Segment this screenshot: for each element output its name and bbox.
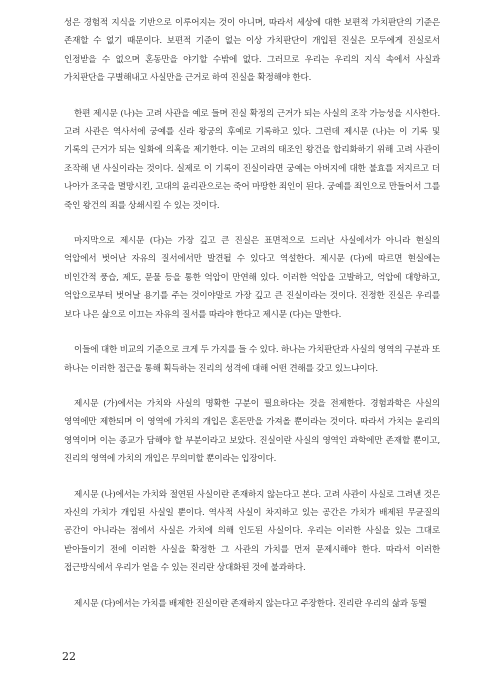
body-text (64, 14, 440, 613)
page-number: 22 (62, 650, 76, 663)
paragraph-4: 이들에 대한 비교의 기준으로 크게 두 가지를 들 수 있다. 하나는 가치판단과 사실의 영역의 구분과 또 하나는 이러한 접근을 통해 획득하는 진리의 성격에 대해 어떤 견해를 갖고 있느냐이다. (64, 345, 440, 374)
paragraph-2: 한편 제시문 (나)는 고려 사관을 예로 들며 진실 확정의 근거가 되는 사실의 조작 가능성을 시사한다. 고려 사관은 역사서에 궁예를 신라 왕궁의 후예로 기록하고 있다. 그런데 제시문 (나)는 이 기록 및 기록의 근거가 되는 일화에 의혹을 제기한다. 이는 고려의 태조인 왕건을 합리화하기 위해 고려 사관이 조작해 낸 사실이라는 것이다. 실제로 이 기록이 진실이라면 궁예는 아버지에 대한 불효를 저지르고 더 나아가 조국을 멸망시킨, 고대의 윤리관으로는 죽어 마땅한 죄인이 된다. 궁예를 죄인으로 만들어서 그를 죽인 왕건의 죄를 상쇄시킬 수 있는 것이다. (64, 108, 440, 211)
paragraph-6: 제시문 (나)에서는 가치와 절연된 사실이란 존재하지 않는다고 본다. 고려 사관이 사실로 그려낸 것은 자신의 가치가 개입된 사실일 뿐이다. 역사적 사실이 차지하고 있는 공간은 가치가 배제된 무균질의 공간이 아니라는 점에서 사실은 가치에 의해 인도된 사실이다. 우리는 이러한 사실을 있는 그대로 받아들이기 전에 이러한 사실을 확정한 그 사관의 가치를 먼저 문제시해야 한다. 따라서 이러한 접근방식에서 우리가 얻을 수 있는 진리란 상대화된 것에 불과하다. (64, 489, 440, 574)
paragraph-3: 마지막으로 제시문 (다)는 가장 깊고 큰 진실은 표면적으로 드러난 사실에서가 아니라 현실의 억압에서 벗어난 자유의 질서에서만 발견될 수 있다고 역설한다. 제시문 (다)에 따르면 현실에는 비인간적 풍습, 제도, 문물 등을 통한 억압이 만연해 있다. 이러한 억압을 고발하고, 억압에 대항하고, 억압으로부터 벗어날 용기를 주는 것이야말로 가장 깊고 큰 진실이라는 것이다. 진정한 진실은 우리를 보다 나은 삶으로 이끄는 자유의 질서를 따라야 한다고 제시문 (다)는 말한다. (64, 236, 441, 320)
paragraph-1: 성은 경험적 지식을 기반으로 이루어지는 것이 아니며, 따라서 세상에 대한 보편적 가치판단의 기준은 존재할 수 없기 때문이다. 보편적 기준이 없는 이상 가치판단이 개입된 진실은 모두에게 진실로서 인정받을 수 없으며 혼동만을 야기할 수밖에 없다. 그러므로 우리는 우리의 지식 속에서 사실과 가치판단을 구별해내고 사실만을 근거로 하여 진실을 확정해야 한다. (64, 18, 440, 84)
paragraph-5: 제시문 (가)에서는 가치와 사실의 명확한 구분이 필요하다는 것을 전제한다. 경험과학은 사실의 영역에만 제한되며 이 영역에 가치의 개입은 혼돈만을 가져올 뿐이라는 것이다. 따라서 가치는 윤리의 영역이며 이는 종교가 담해야 할 부분이라고 보았다. 진실이란 사실의 영역인 과학에만 존재할 뿐이고, 진리의 영역에 가치의 개입은 무의미할 뿐이라는 입장이다. (64, 398, 441, 465)
paragraph-7: 제시문 (다)에서는 가치를 배제한 진실이란 존재하지 않는다고 주장한다. 진리란 우리의 삶과 동떨 (74, 598, 427, 609)
